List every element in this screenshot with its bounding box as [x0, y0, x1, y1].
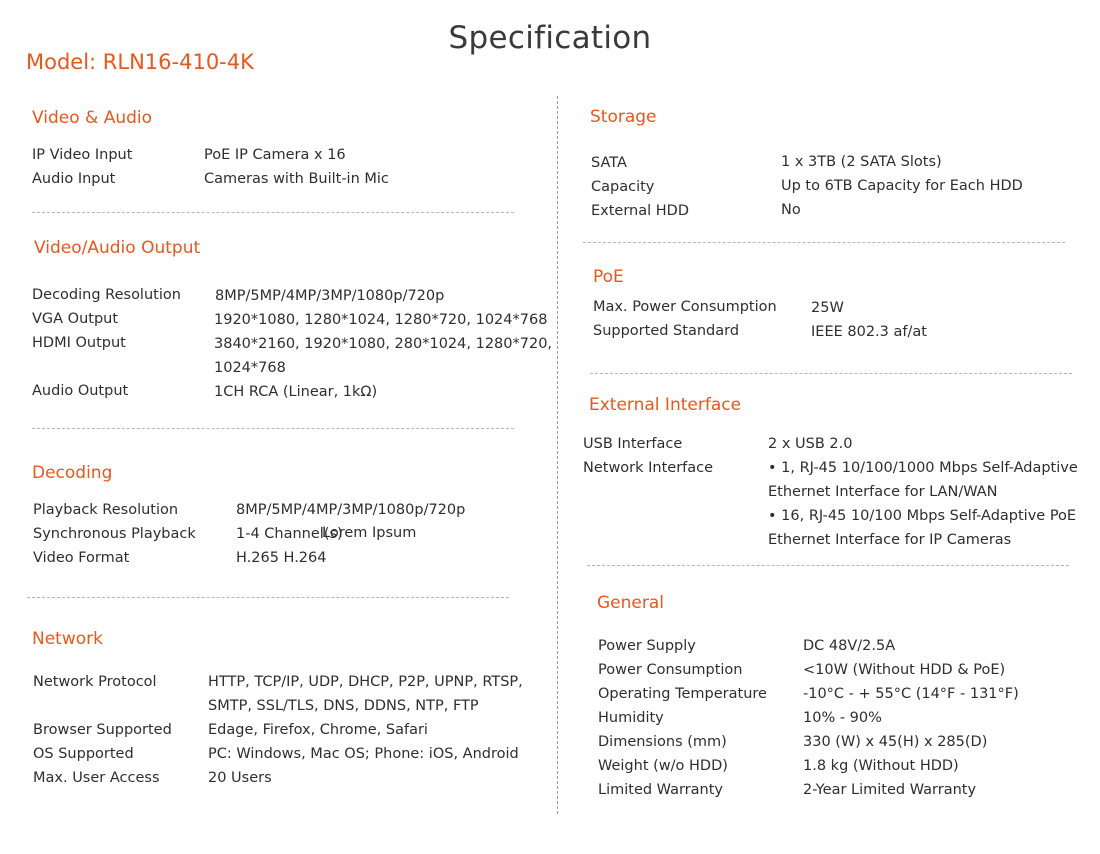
- spec-label: Audio Output: [32, 383, 129, 399]
- section-title-storage: Storage: [590, 107, 657, 127]
- section-title-network: Network: [32, 629, 103, 649]
- spec-value: No: [781, 202, 801, 218]
- spec-label: Video Format: [33, 550, 130, 566]
- spec-label: Dimensions (mm): [598, 734, 727, 750]
- spec-label: Operating Temperature: [598, 686, 767, 702]
- section-divider: [32, 428, 514, 429]
- section-title-external-interface: External Interface: [589, 395, 742, 415]
- spec-label: Network Interface: [583, 460, 714, 476]
- spec-value-line: Ethernet Interface for IP Cameras: [768, 532, 1012, 548]
- spec-label: Max. Power Consumption: [593, 299, 777, 315]
- spec-value: 330 (W) x 45(H) x 285(D): [803, 734, 988, 750]
- spec-value: 2 x USB 2.0: [768, 436, 853, 452]
- spec-value: DC 48V/2.5A: [803, 638, 896, 654]
- spec-value: -10°C - + 55°C (14°F - 131°F): [803, 686, 1019, 702]
- column-divider: [557, 96, 558, 814]
- spec-label: Power Supply: [598, 638, 696, 654]
- section-title-poe: PoE: [593, 267, 624, 287]
- spec-value: 3840*2160, 1920*1080, 280*1024, 1280*720,: [214, 336, 553, 352]
- spec-value: IEEE 802.3 af/at: [811, 324, 927, 340]
- spec-label: OS Supported: [33, 746, 134, 762]
- spec-value: 20 Users: [208, 770, 272, 786]
- spec-value-line: Ethernet Interface for LAN/WAN: [768, 484, 998, 500]
- spec-value-continued: SMTP, SSL/TLS, DNS, DDNS, NTP, FTP: [208, 698, 479, 714]
- section-divider: [27, 597, 509, 598]
- spec-label: Network Protocol: [33, 674, 157, 690]
- spec-label: Power Consumption: [598, 662, 743, 678]
- spec-value: 8MP/5MP/4MP/3MP/1080p/720p: [236, 502, 466, 518]
- spec-label: External HDD: [591, 203, 690, 219]
- spec-label: Decoding Resolution: [32, 287, 181, 303]
- section-title-video-audio-output: Video/Audio Output: [34, 238, 201, 258]
- spec-label: Playback Resolution: [33, 502, 179, 518]
- spec-value: H.265 H.264: [236, 550, 327, 566]
- spec-label: Weight (w/o HDD): [598, 758, 728, 774]
- spec-label: SATA: [591, 155, 627, 171]
- spec-label: HDMI Output: [32, 335, 126, 351]
- page-title: Specification: [448, 20, 652, 56]
- spec-label: Humidity: [598, 710, 664, 726]
- spec-value: 1-4 Channel(s): [236, 526, 343, 542]
- spec-value: 1920*1080, 1280*1024, 1280*720, 1024*768: [214, 312, 548, 328]
- section-divider: [587, 565, 1069, 566]
- spec-value: 1CH RCA (Linear, 1kΩ): [214, 384, 378, 400]
- spec-value: Edage, Firefox, Chrome, Safari: [208, 722, 428, 738]
- spec-value: Cameras with Built-in Mic: [204, 171, 389, 187]
- placeholder-overlay-text: Lorem Ipsum: [322, 525, 417, 541]
- spec-value-continued: 1024*768: [214, 360, 286, 376]
- section-divider: [583, 242, 1065, 243]
- section-title-video-audio: Video & Audio: [32, 108, 153, 128]
- spec-label: Supported Standard: [593, 323, 740, 339]
- spec-label: Limited Warranty: [598, 782, 723, 798]
- spec-value-line: • 1, RJ-45 10/100/1000 Mbps Self-Adaptive: [768, 460, 1078, 476]
- spec-value: 2-Year Limited Warranty: [803, 782, 977, 798]
- spec-label: Audio Input: [32, 171, 116, 187]
- spec-value: 1.8 kg (Without HDD): [803, 758, 959, 774]
- section-divider: [32, 212, 514, 213]
- model-name: Model: RLN16-410-4K: [26, 50, 254, 74]
- spec-label: Browser Supported: [33, 722, 172, 738]
- spec-label: Max. User Access: [33, 770, 160, 786]
- spec-label: VGA Output: [32, 311, 119, 327]
- spec-value: 10% - 90%: [803, 710, 882, 726]
- spec-label: Capacity: [591, 179, 655, 195]
- spec-value: Up to 6TB Capacity for Each HDD: [781, 178, 1023, 194]
- spec-value: PC: Windows, Mac OS; Phone: iOS, Android: [208, 746, 519, 762]
- spec-label: USB Interface: [583, 436, 683, 452]
- spec-value: 25W: [811, 300, 844, 316]
- spec-value: <10W (Without HDD & PoE): [803, 662, 1006, 678]
- spec-value: PoE IP Camera x 16: [204, 147, 346, 163]
- section-divider: [590, 373, 1072, 374]
- spec-value: HTTP, TCP/IP, UDP, DHCP, P2P, UPNP, RTSP,: [208, 674, 523, 690]
- section-title-general: General: [597, 593, 664, 613]
- spec-value: 8MP/5MP/4MP/3MP/1080p/720p: [215, 288, 445, 304]
- spec-label: Synchronous Playback: [33, 526, 196, 542]
- section-title-decoding: Decoding: [32, 463, 113, 483]
- spec-value-line: • 16, RJ-45 10/100 Mbps Self-Adaptive PoE: [768, 508, 1077, 524]
- spec-label: IP Video Input: [32, 147, 133, 163]
- spec-value: 1 x 3TB (2 SATA Slots): [781, 154, 942, 170]
